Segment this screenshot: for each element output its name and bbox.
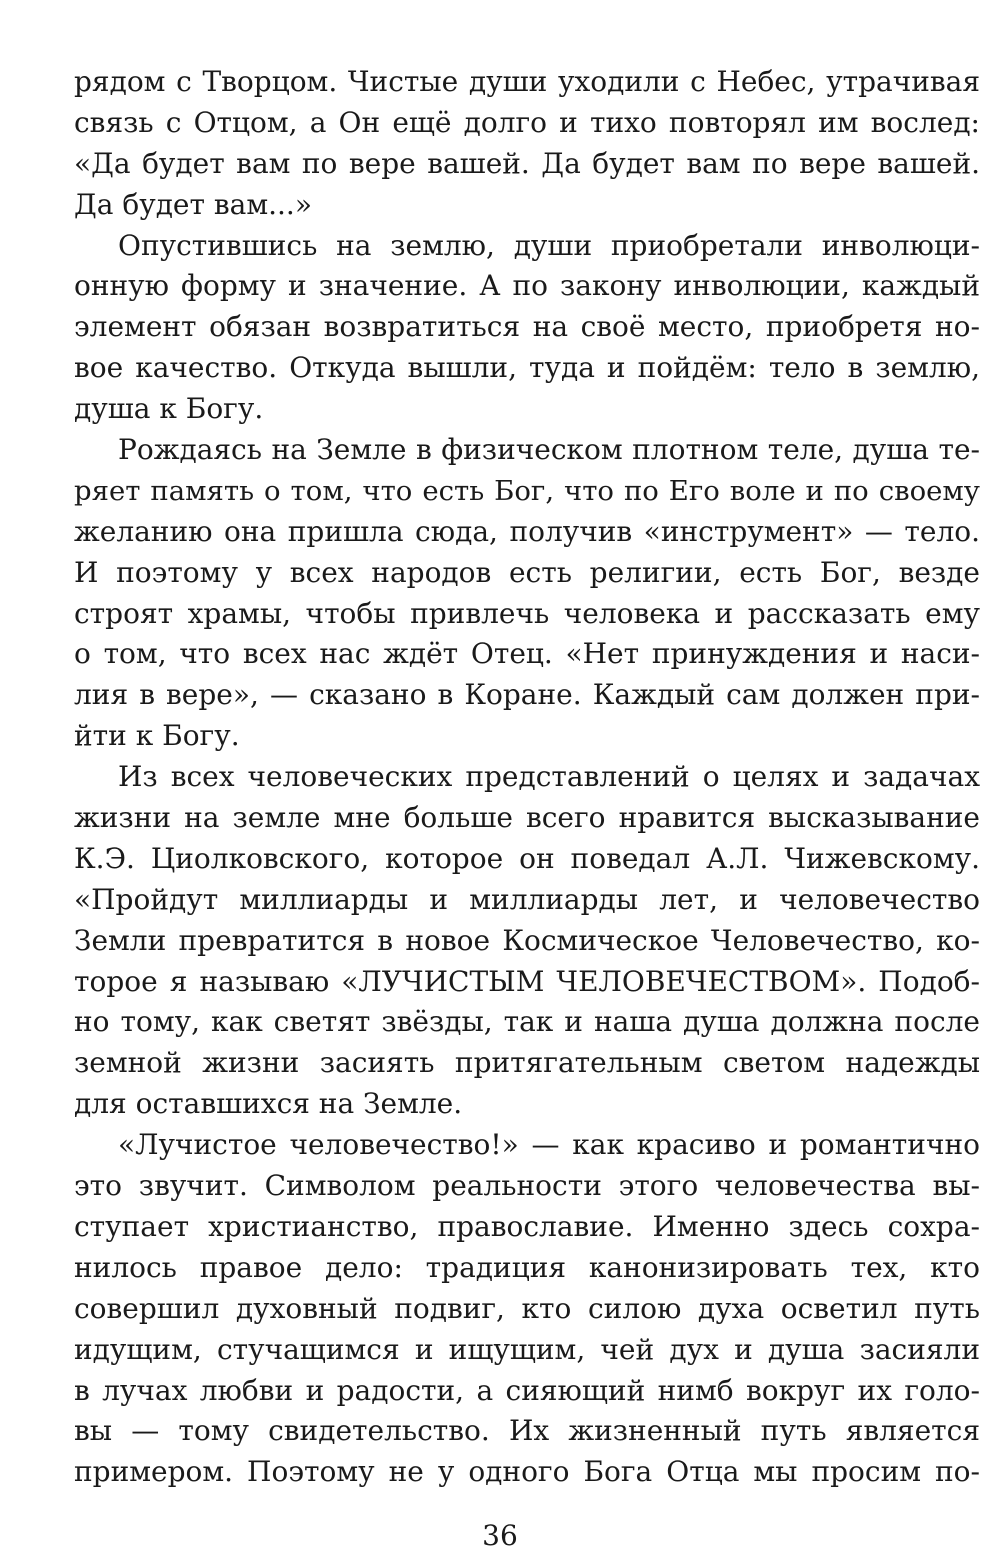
text-line: но тому, как светят звёзды, так и наша душа должна после <box>74 1005 980 1039</box>
text-line: К.Э. Циолковского, которое он поведал А.Л. Чижевскому. <box>74 841 980 875</box>
text-line: жизни на земле мне больше всего нравится высказывание <box>74 801 980 835</box>
body-text <box>74 62 980 1493</box>
text-line: элемент обязан возвратиться на своё место, приобретя но- <box>74 310 980 344</box>
text-line: ряет память о том, что есть Бог, что по Его воле и по своему <box>74 474 980 507</box>
text-line: Опустившись на землю, души приобретали инволюци- <box>118 228 980 262</box>
text-line: И поэтому у всех народов есть религии, есть Бог, везде <box>74 555 980 589</box>
text-line: идущим, стучащимся и ищущим, чей дух и душа засияли <box>74 1332 980 1366</box>
text-line: строят храмы, чтобы привлечь человека и рассказать ему <box>74 596 980 630</box>
text-line: ступает христианство, православие. Именно здесь сохра- <box>74 1209 980 1243</box>
text-line: онную форму и значение. А по закону инволюции, каждый <box>74 269 980 303</box>
text-line: в лучах любви и радости, а сияющий нимб вокруг их голо- <box>74 1373 980 1407</box>
text-line: лия в вере», — сказано в Коране. Каждый сам должен при- <box>74 678 980 712</box>
text-line: душа к Богу. <box>74 392 264 426</box>
text-line: земной жизни засиять притягательным светом надежды <box>74 1046 980 1080</box>
text-line: совершил духовный подвиг, кто силою духа осветил путь <box>74 1291 980 1325</box>
text-line: Рождаясь на Земле в физическом плотном теле, душа те- <box>118 433 980 467</box>
text-line: торое я называю «ЛУЧИСТЫМ ЧЕЛОВЕЧЕСТВОМ». Подоб- <box>74 964 980 998</box>
text-line: йти к Богу. <box>74 719 240 753</box>
text-line: нилось правое дело: традиция канонизировать тех, кто <box>74 1250 980 1284</box>
text-line: о том, что всех нас ждёт Отец. «Нет принуждения и наси- <box>74 637 980 671</box>
text-line: примером. Поэтому не у одного Бога Отца мы просим по- <box>74 1455 980 1489</box>
text-line: «Лучистое человечество!» — как красиво и романтично <box>118 1128 980 1162</box>
page-number: 36 <box>482 1519 518 1552</box>
text-line: «Да будет вам по вере вашей. Да будет вам по вере вашей. <box>74 146 980 180</box>
text-line: «Пройдут миллиарды и миллиарды лет, и человечество <box>74 882 980 916</box>
text-line: для оставшихся на Земле. <box>74 1087 463 1121</box>
text-line: связь с Отцом, а Он ещё долго и тихо повторял им вослед: <box>74 105 980 139</box>
text-line: Да будет вам...» <box>74 187 312 221</box>
text-line: желанию она пришла сюда, получив «инструмент» — тело. <box>74 514 980 548</box>
text-line: рядом с Творцом. Чистые души уходили с Небес, утрачивая <box>74 65 980 98</box>
text-line: Из всех человеческих представлений о целях и задачах <box>118 760 980 794</box>
text-line: вое качество. Откуда вышли, туда и пойдём: тело в землю, <box>74 351 980 385</box>
text-line: Земли превратится в новое Космическое Человечество, ко- <box>74 923 980 957</box>
text-line: вы — тому свидетельство. Их жизненный путь является <box>74 1414 980 1448</box>
text-line: это звучит. Символом реальности этого человечества вы- <box>74 1169 980 1203</box>
